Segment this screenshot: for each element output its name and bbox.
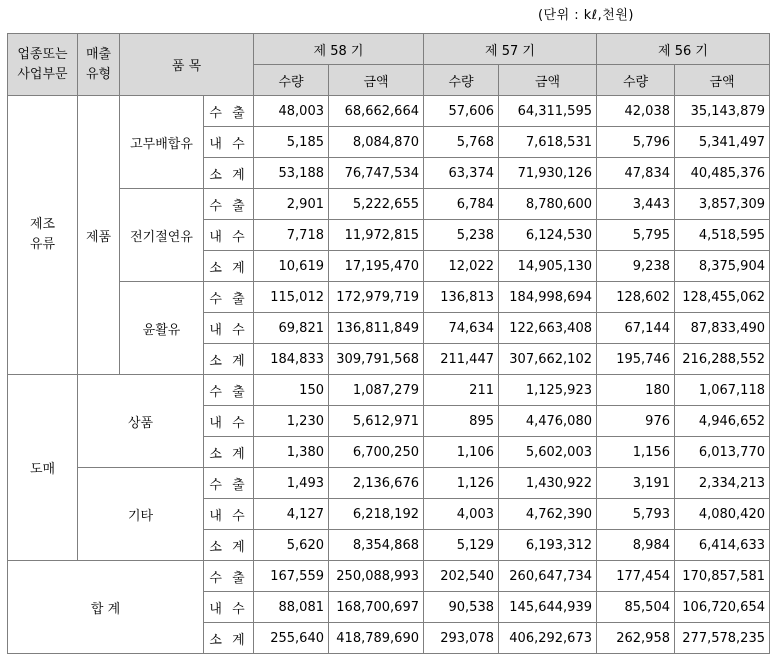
cell-amount-56: 106,720,654	[675, 592, 770, 623]
subtype-domestic: 내 수	[204, 220, 254, 251]
cell-qty-56: 180	[597, 375, 675, 406]
cell-amount-57: 4,476,080	[499, 406, 597, 437]
header-period-58: 제 58 기	[254, 34, 424, 65]
subtype-domestic: 내 수	[204, 592, 254, 623]
cell-qty-58: 2,901	[254, 189, 329, 220]
cell-qty-57: 5,129	[424, 530, 499, 561]
cell-qty-56: 42,038	[597, 96, 675, 127]
subtype-domestic: 내 수	[204, 406, 254, 437]
subtype-export: 수 출	[204, 375, 254, 406]
cell-qty-58: 69,821	[254, 313, 329, 344]
cell-qty-57: 63,374	[424, 158, 499, 189]
cell-amount-57: 7,618,531	[499, 127, 597, 158]
cell-amount-57: 8,780,600	[499, 189, 597, 220]
cell-amount-58: 250,088,993	[329, 561, 424, 592]
cell-qty-57: 293,078	[424, 623, 499, 654]
header-sector-line1: 업종또는	[17, 46, 68, 62]
cell-amount-57: 260,647,734	[499, 561, 597, 592]
header-sales-type	[78, 34, 120, 96]
cell-amount-58: 136,811,849	[329, 313, 424, 344]
subtype-domestic: 내 수	[204, 313, 254, 344]
cell-qty-58: 255,640	[254, 623, 329, 654]
header-qty: 수량	[254, 65, 329, 96]
cell-qty-57: 5,238	[424, 220, 499, 251]
header-amount: 금액	[499, 65, 597, 96]
cell-amount-56: 87,833,490	[675, 313, 770, 344]
cell-qty-57: 211,447	[424, 344, 499, 375]
table-row	[8, 468, 770, 499]
cell-qty-58: 10,619	[254, 251, 329, 282]
cell-qty-57: 1,126	[424, 468, 499, 499]
cell-qty-58: 48,003	[254, 96, 329, 127]
cell-amount-58: 418,789,690	[329, 623, 424, 654]
cell-amount-56: 1,067,118	[675, 375, 770, 406]
cell-qty-57: 211	[424, 375, 499, 406]
subtype-export: 수 출	[204, 96, 254, 127]
item-other: 기타	[78, 468, 204, 561]
cell-qty-58: 167,559	[254, 561, 329, 592]
cell-amount-56: 277,578,235	[675, 623, 770, 654]
cell-qty-58: 1,230	[254, 406, 329, 437]
cell-amount-58: 76,747,534	[329, 158, 424, 189]
subtype-subtotal: 소 계	[204, 251, 254, 282]
sector-wholesale: 도매	[8, 375, 78, 561]
subtype-subtotal: 소 계	[204, 530, 254, 561]
cell-amount-57: 1,125,923	[499, 375, 597, 406]
cell-qty-57: 6,784	[424, 189, 499, 220]
cell-amount-56: 4,518,595	[675, 220, 770, 251]
header-qty: 수량	[424, 65, 499, 96]
sector-manufacturing-line1: 제조	[29, 217, 56, 232]
cell-qty-57: 74,634	[424, 313, 499, 344]
cell-qty-56: 177,454	[597, 561, 675, 592]
subtype-subtotal: 소 계	[204, 158, 254, 189]
cell-qty-58: 53,188	[254, 158, 329, 189]
cell-qty-57: 90,538	[424, 592, 499, 623]
cell-qty-57: 5,768	[424, 127, 499, 158]
table-row	[8, 561, 770, 592]
header-sales-type-line2: 유형	[85, 66, 112, 82]
cell-amount-58: 11,972,815	[329, 220, 424, 251]
cell-amount-57: 307,662,102	[499, 344, 597, 375]
cell-qty-57: 202,540	[424, 561, 499, 592]
sector-manufacturing-line2: 유류	[29, 237, 56, 252]
subtype-subtotal: 소 계	[204, 437, 254, 468]
table-row	[8, 282, 770, 313]
cell-qty-57: 57,606	[424, 96, 499, 127]
cell-amount-57: 1,430,922	[499, 468, 597, 499]
cell-amount-57: 6,124,530	[499, 220, 597, 251]
cell-qty-56: 3,443	[597, 189, 675, 220]
table-row	[8, 96, 770, 127]
subtype-export: 수 출	[204, 189, 254, 220]
cell-qty-57: 12,022	[424, 251, 499, 282]
cell-amount-56: 35,143,879	[675, 96, 770, 127]
cell-qty-56: 976	[597, 406, 675, 437]
cell-amount-58: 17,195,470	[329, 251, 424, 282]
header-row-periods	[8, 34, 770, 65]
cell-amount-58: 6,700,250	[329, 437, 424, 468]
cell-amount-57: 6,193,312	[499, 530, 597, 561]
cell-amount-56: 8,375,904	[675, 251, 770, 282]
subtype-domestic: 내 수	[204, 499, 254, 530]
cell-amount-57: 184,998,694	[499, 282, 597, 313]
cell-qty-56: 47,834	[597, 158, 675, 189]
table-row	[8, 189, 770, 220]
cell-qty-58: 7,718	[254, 220, 329, 251]
cell-amount-58: 8,354,868	[329, 530, 424, 561]
cell-amount-56: 3,857,309	[675, 189, 770, 220]
header-qty: 수량	[597, 65, 675, 96]
header-sales-type-line1: 매출	[85, 46, 112, 62]
sales-type-product: 제품	[78, 96, 120, 375]
cell-amount-57: 64,311,595	[499, 96, 597, 127]
cell-amount-56: 216,288,552	[675, 344, 770, 375]
cell-amount-58: 309,791,568	[329, 344, 424, 375]
cell-amount-56: 6,013,770	[675, 437, 770, 468]
cell-qty-58: 115,012	[254, 282, 329, 313]
cell-qty-56: 67,144	[597, 313, 675, 344]
header-sector-line2: 사업부문	[17, 66, 68, 82]
item-lube-oil: 윤활유	[120, 282, 204, 375]
cell-qty-57: 895	[424, 406, 499, 437]
item-goods: 상품	[78, 375, 204, 468]
cell-qty-56: 5,793	[597, 499, 675, 530]
cell-qty-56: 85,504	[597, 592, 675, 623]
header-period-57: 제 57 기	[424, 34, 597, 65]
cell-qty-58: 150	[254, 375, 329, 406]
cell-qty-56: 195,746	[597, 344, 675, 375]
cell-amount-57: 406,292,673	[499, 623, 597, 654]
cell-amount-58: 8,084,870	[329, 127, 424, 158]
subtype-export: 수 출	[204, 468, 254, 499]
cell-qty-56: 9,238	[597, 251, 675, 282]
item-insulating-oil: 전기절연유	[120, 189, 204, 282]
cell-amount-57: 5,602,003	[499, 437, 597, 468]
cell-amount-58: 1,087,279	[329, 375, 424, 406]
cell-qty-56: 128,602	[597, 282, 675, 313]
cell-amount-56: 4,946,652	[675, 406, 770, 437]
cell-amount-56: 2,334,213	[675, 468, 770, 499]
cell-amount-56: 128,455,062	[675, 282, 770, 313]
table-row	[8, 375, 770, 406]
cell-qty-56: 5,796	[597, 127, 675, 158]
cell-qty-57: 4,003	[424, 499, 499, 530]
sales-table	[7, 33, 770, 654]
header-item: 품 목	[120, 34, 254, 96]
sector-manufacturing	[8, 96, 78, 375]
cell-qty-57: 1,106	[424, 437, 499, 468]
cell-amount-56: 6,414,633	[675, 530, 770, 561]
cell-amount-56: 4,080,420	[675, 499, 770, 530]
cell-qty-56: 262,958	[597, 623, 675, 654]
cell-amount-58: 172,979,719	[329, 282, 424, 313]
cell-amount-57: 145,644,939	[499, 592, 597, 623]
cell-qty-56: 5,795	[597, 220, 675, 251]
total-label: 합 계	[8, 561, 204, 654]
subtype-export: 수 출	[204, 282, 254, 313]
unit-label: (단위 : kℓ,천원)	[537, 8, 634, 23]
cell-amount-58: 168,700,697	[329, 592, 424, 623]
subtype-subtotal: 소 계	[204, 623, 254, 654]
cell-qty-56: 3,191	[597, 468, 675, 499]
header-period-56: 제 56 기	[597, 34, 770, 65]
cell-amount-56: 5,341,497	[675, 127, 770, 158]
header-amount: 금액	[329, 65, 424, 96]
cell-qty-58: 4,127	[254, 499, 329, 530]
header-sector	[8, 34, 78, 96]
cell-qty-57: 136,813	[424, 282, 499, 313]
cell-qty-58: 5,620	[254, 530, 329, 561]
cell-amount-57: 4,762,390	[499, 499, 597, 530]
cell-qty-58: 1,493	[254, 468, 329, 499]
cell-qty-58: 88,081	[254, 592, 329, 623]
cell-qty-56: 1,156	[597, 437, 675, 468]
cell-amount-57: 14,905,130	[499, 251, 597, 282]
subtype-domestic: 내 수	[204, 127, 254, 158]
subtype-export: 수 출	[204, 561, 254, 592]
cell-amount-58: 6,218,192	[329, 499, 424, 530]
cell-amount-57: 71,930,126	[499, 158, 597, 189]
header-amount: 금액	[675, 65, 770, 96]
cell-qty-56: 8,984	[597, 530, 675, 561]
cell-amount-58: 5,612,971	[329, 406, 424, 437]
cell-amount-57: 122,663,408	[499, 313, 597, 344]
cell-amount-58: 2,136,676	[329, 468, 424, 499]
cell-amount-56: 170,857,581	[675, 561, 770, 592]
item-rubber-oil: 고무배합유	[120, 96, 204, 189]
cell-amount-58: 68,662,664	[329, 96, 424, 127]
cell-amount-58: 5,222,655	[329, 189, 424, 220]
cell-qty-58: 1,380	[254, 437, 329, 468]
subtype-subtotal: 소 계	[204, 344, 254, 375]
cell-qty-58: 184,833	[254, 344, 329, 375]
cell-amount-56: 40,485,376	[675, 158, 770, 189]
cell-qty-58: 5,185	[254, 127, 329, 158]
